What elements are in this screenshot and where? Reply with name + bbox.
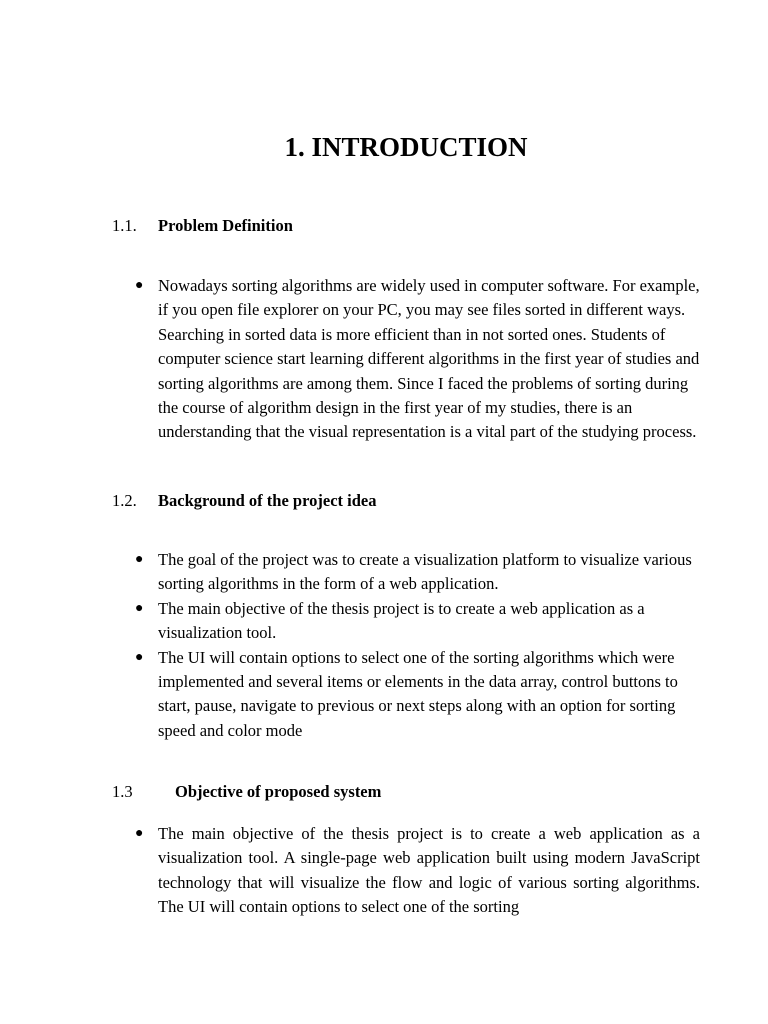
list-item [0,548,700,597]
section-number: 1.1. [112,216,137,235]
problem-definition-list [0,274,700,445]
section-number: 1.3 [112,782,133,801]
bullet-icon: ● [135,826,144,841]
section-title: Problem Definition [158,216,293,235]
list-item [0,646,700,744]
section-title: Objective of proposed system [175,782,382,801]
list-item-text: Nowadays sorting algorithms are widely used in computer software. For example, if you open file explorer on your PC, you may see files sorted in different ways. Searching in sorted data is more efficient than in not sorted ones. Students of computer science start learning different algorithms in the first year of studies and sorting algorithms are among them. Since I faced the problems of sorting during the course of algorithm design in the first year of my studies, there is an understanding that the visual representation is a vital part of the studying process. [158,276,700,442]
list-item-text: The UI will contain options to select one of the sorting algorithms which were implemented and several items or elements in the data array, control buttons to start, pause, navigate to previous or next steps along with an option for sorting speed and color mode [158,647,678,740]
section-number: 1.2. [112,491,137,510]
bullet-icon: ● [135,552,144,567]
list-item-text: The main objective of the thesis project is to create a web application as a visualization tool. A single-page web application built using modern JavaScript technology that will visualize the flow and logic of various sorting algorithms. The UI will contain options to select one of the sorting [158,824,700,917]
background-list [0,548,700,743]
bullet-icon: ● [135,278,144,293]
list-item-text: The main objective of the thesis project is to create a web application as a visualization tool. [158,598,645,643]
section-title: Background of the project idea [158,491,377,510]
list-item-text: The goal of the project was to create a visualization platform to visualize various sorting algorithms in the form of a web application. [158,550,692,594]
list-item [0,597,700,646]
bullet-icon: ● [135,649,144,665]
page-title: 1. INTRODUCTION [284,132,528,162]
bullet-icon: ● [135,600,144,616]
list-item [0,274,700,445]
list-item [0,822,700,920]
objective-list [0,822,700,920]
